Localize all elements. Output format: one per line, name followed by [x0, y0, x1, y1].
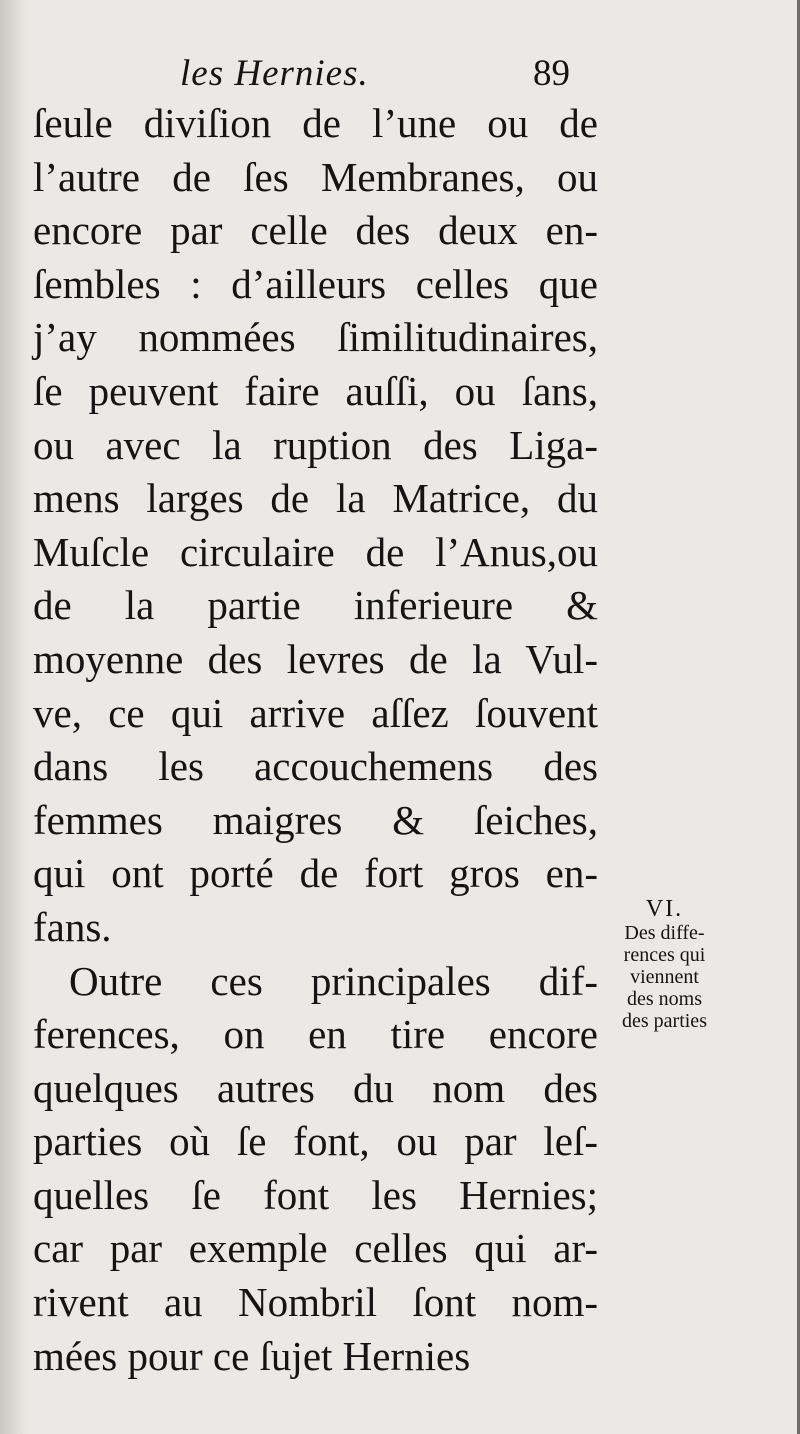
page-gutter-shadow [0, 0, 28, 1434]
running-title: les Hernies. [180, 53, 369, 94]
text-line: ſembles : d’ailleurs celles que [33, 260, 598, 307]
page-number: 89 [533, 53, 570, 94]
page-header [30, 44, 610, 94]
text-line: de la partie inferieure & [33, 582, 598, 629]
margin-note-line: Des diffe- [624, 922, 705, 944]
margin-note-line: viennent [630, 966, 699, 988]
text-line: ſeule diviſion de l’une ou de [33, 100, 598, 146]
text-line: parties où ſe font, ou par leſ- [33, 1118, 598, 1165]
text-line: mées pour ce ſujet Hernies [33, 1332, 471, 1379]
text-line: ferences, on en tire encore [33, 1011, 598, 1058]
text-line: car par exemple celles qui ar- [33, 1225, 598, 1272]
text-line: femmes maigres & ſeiches, [33, 796, 598, 843]
text-line: fans. [33, 903, 112, 950]
text-line: l’autre de ſes Membranes, ou [33, 153, 598, 200]
margin-note-number: VI. [645, 896, 684, 922]
text-line: quelques autres du nom des [33, 1064, 598, 1111]
text-line: mens larges de la Matrice, du [33, 475, 598, 522]
text-line: quelles ſe font les Hernies; [33, 1171, 598, 1218]
paragraph-start-line: Outre ces principales dif- [69, 957, 598, 1004]
margin-note-line: des parties [622, 1010, 707, 1032]
text-line: qui ont porté de fort gros en- [33, 850, 598, 897]
margin-note-line: des noms [627, 988, 702, 1010]
text-line: ſe peuvent faire auſſi, ou ſans, [33, 367, 598, 414]
text-line: Muſcle circulaire de l’Anus,ou [33, 528, 598, 575]
margin-note-line: rences qui [623, 944, 706, 966]
text-line: j’ay nommées ſimilitudinaires, [33, 314, 598, 361]
text-line: dans les accouchemens des [33, 743, 598, 790]
text-line: encore par celle des deux en- [33, 207, 598, 254]
text-line: rivent au Nombril ſont nom- [33, 1279, 598, 1326]
body-text [33, 97, 598, 1383]
text-line: ve, ce qui arrive aſſez ſouvent [33, 689, 598, 736]
margin-note [602, 896, 727, 1032]
text-line: ou avec la ruption des Liga- [33, 421, 598, 468]
text-line: moyenne des levres de la Vul- [33, 635, 598, 682]
